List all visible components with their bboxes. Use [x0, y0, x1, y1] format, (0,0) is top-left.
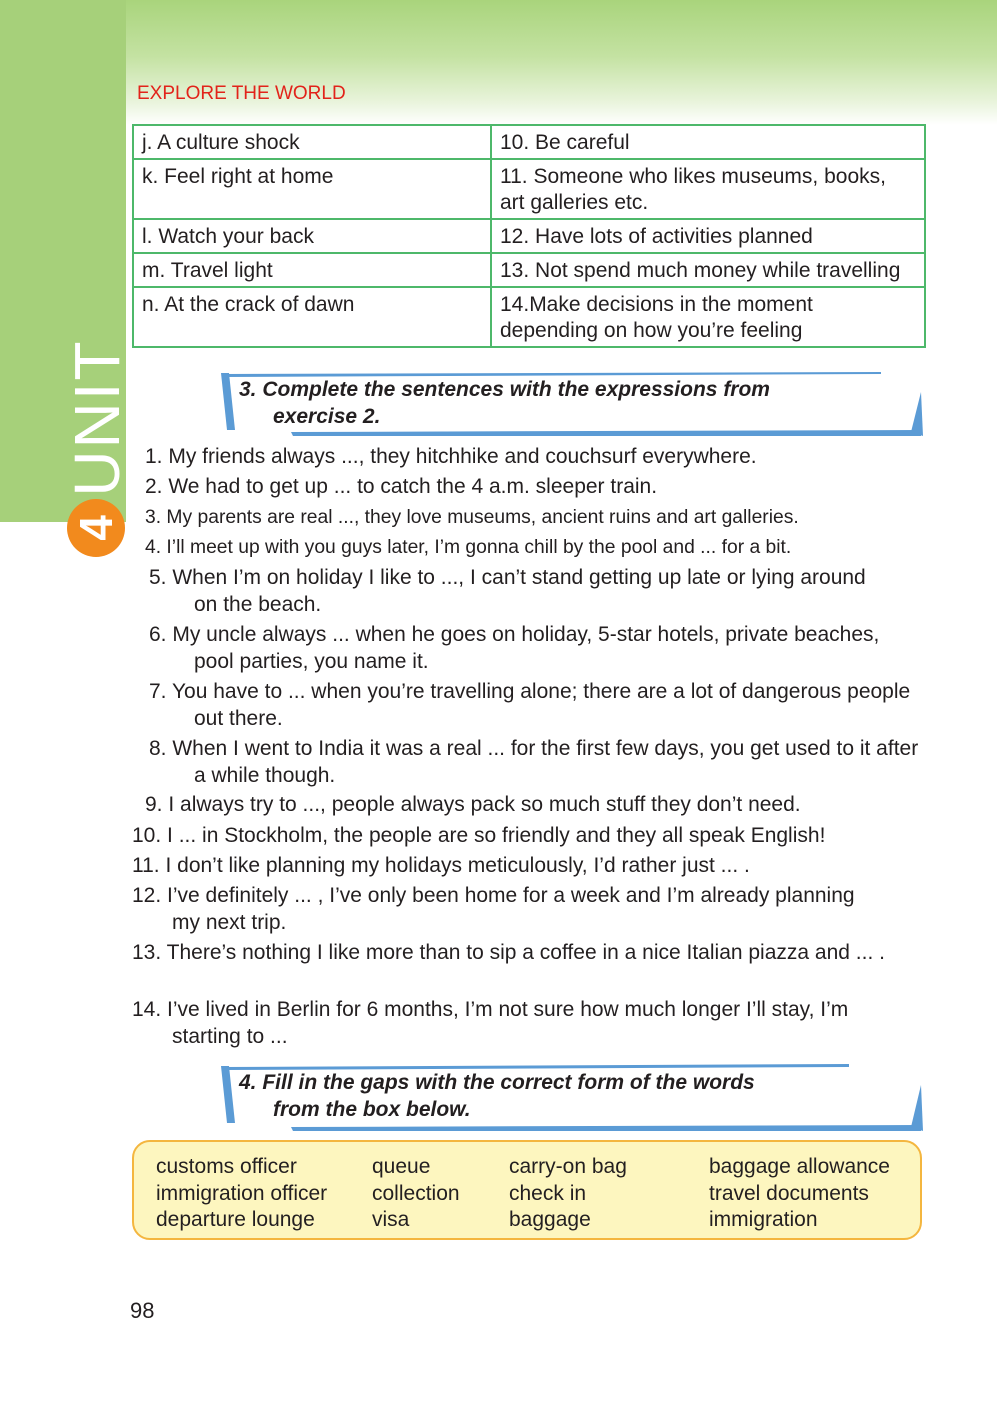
table-cell-expression: n. At the crack of dawn: [133, 287, 491, 347]
header-band: [0, 0, 997, 125]
table-cell-meaning: 11. Someone who likes museums, books, art galleries etc.: [491, 159, 925, 219]
list-item: 13. There’s nothing I like more than to sip a coffee in a nice Italian piazza and ... .: [132, 941, 885, 964]
table-cell-expression: j. A culture shock: [133, 125, 491, 159]
list-item: 6. My uncle always ... when he goes on holiday, 5-star hotels, private beaches, pool parties, you name it.: [149, 623, 880, 673]
list-item: 11. I don’t like planning my holidays meticulously, I’d rather just ... .: [132, 854, 750, 877]
word-item: collection: [372, 1181, 460, 1205]
exercise-4-instruction: [239, 1069, 899, 1123]
word-column: [156, 1154, 327, 1234]
section-title: EXPLORE THE WORLD: [137, 83, 346, 104]
list-item: 4. I’ll meet up with you guys later, I’m gonna chill by the pool and ... for a bit.: [145, 537, 792, 558]
table-row: [133, 125, 925, 159]
list-item: 9. I always try to ..., people always pack so much stuff they don’t need.: [145, 793, 801, 816]
exercise-4-banner: [221, 1063, 925, 1133]
table-row: [133, 159, 925, 219]
list-item: 12. I’ve definitely ... , I’ve only been home for a week and I’m already planning my next trip.: [132, 884, 855, 934]
table-cell-meaning: 13. Not spend much money while travelling: [491, 253, 925, 287]
table-cell-meaning: 10. Be careful: [491, 125, 925, 159]
list-item: 2. We had to get up ... to catch the 4 a.m. sleeper train.: [145, 475, 658, 498]
instruction-line: exercise 2.: [273, 405, 381, 428]
word-column: [509, 1154, 627, 1234]
table-row: [133, 219, 925, 253]
instruction-line: from the box below.: [273, 1098, 471, 1121]
table-cell-meaning: 14.Make decisions in the moment depending on how you’re feeling: [491, 287, 925, 347]
word-item: immigration: [709, 1208, 818, 1231]
word-item: departure lounge: [156, 1208, 315, 1231]
word-box: [132, 1140, 922, 1240]
table-row: [133, 253, 925, 287]
unit-number-badge: 4: [67, 499, 125, 557]
table-cell-expression: k. Feel right at home: [133, 159, 491, 219]
list-item: 5. When I’m on holiday I like to ..., I can’t stand getting up late or lying around on the beach.: [149, 566, 866, 616]
matching-table: [132, 124, 926, 348]
word-item: check in: [509, 1181, 587, 1205]
table-cell-meaning: 12. Have lots of activities planned: [491, 219, 925, 253]
list-item: 1. My friends always ..., they hitchhike and couchsurf everywhere.: [145, 445, 757, 468]
list-item: 8. When I went to India it was a real ... for the first few days, you get used to it after a while though.: [149, 737, 919, 787]
instruction-line: 3. Complete the sentences with the expressions from: [239, 378, 770, 401]
list-item: 7. You have to ... when you’re travelling alone; there are a lot of dangerous people out there.: [149, 680, 911, 730]
table-cell-expression: l. Watch your back: [133, 219, 491, 253]
unit-label: UNIT: [61, 339, 133, 497]
list-item: 3. My parents are real ..., they love museums, ancient ruins and art galleries.: [145, 507, 799, 528]
table-row: [133, 287, 925, 347]
word-item: immigration officer: [156, 1181, 328, 1205]
word-column: [709, 1154, 890, 1234]
word-item: carry-on bag: [509, 1155, 627, 1178]
word-item: baggage allowance: [709, 1155, 890, 1178]
list-item: 14. I’ve lived in Berlin for 6 months, I’m not sure how much longer I’ll stay, I’m starting to ...: [132, 998, 849, 1048]
page-number: 98: [130, 1298, 155, 1323]
word-item: travel documents: [709, 1181, 869, 1205]
word-item: queue: [372, 1155, 431, 1178]
exercise-3-instruction: [239, 376, 899, 430]
word-item: customs officer: [156, 1155, 297, 1178]
word-item: visa: [372, 1208, 410, 1231]
exercise-3-banner: [221, 370, 925, 440]
word-column: [372, 1154, 460, 1234]
word-item: baggage: [509, 1208, 591, 1231]
instruction-line: 4. Fill in the gaps with the correct form of the words: [239, 1071, 755, 1094]
table-cell-expression: m. Travel light: [133, 253, 491, 287]
list-item: 10. I ... in Stockholm, the people are so friendly and they all speak English!: [132, 824, 826, 847]
